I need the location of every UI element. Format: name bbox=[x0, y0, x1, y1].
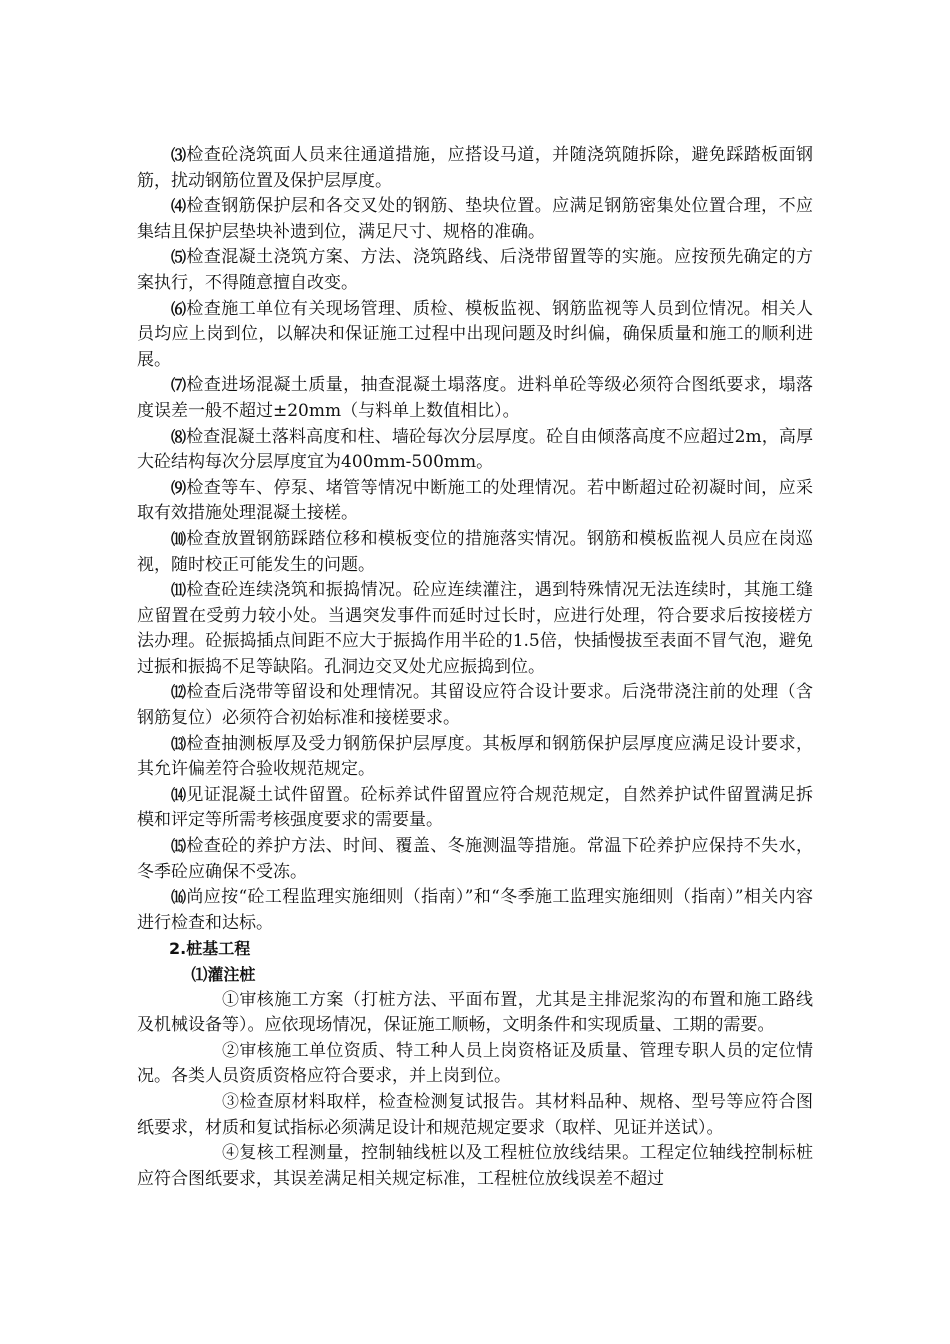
list-item bbox=[137, 476, 813, 527]
item-number: ⒀ bbox=[171, 734, 187, 753]
sub-item-number: ① bbox=[222, 989, 240, 1010]
list-item bbox=[137, 194, 813, 245]
item-number: ⑷ bbox=[171, 197, 187, 216]
list-item bbox=[137, 885, 813, 936]
list-item bbox=[137, 297, 813, 374]
item-text: 检查施工单位有关现场管理、质检、模板监视、钢筋监视等人员到位情况。相关人员均应上岗到位，以解决和保证施工过程中出现问题及时纠偏，确保质量和施工的顺利进展。 bbox=[137, 298, 813, 370]
sub-list-item bbox=[137, 1039, 813, 1090]
item-text: 尚应按“砼工程监理实施细则（指南）”和“冬季施工监理实施细则（指南）”相关内容进行检查和达标。 bbox=[137, 887, 813, 933]
sub-list-item bbox=[137, 988, 813, 1039]
item-text: 检查砼浇筑面人员来往通道措施，应搭设马道，并随浇筑随拆除，避免踩踏板面钢筋，扰动钢筋位置及保护层厚度。 bbox=[137, 145, 813, 191]
item-text: 检查砼的养护方法、时间、覆盖、冬施测温等措施。常温下砼养护应保持不失水，冬季砼应确保不受冻。 bbox=[137, 836, 813, 882]
list-item bbox=[137, 425, 813, 476]
item-text: 检查混凝土落料高度和柱、墙砼每次分层厚度。砼自由倾落高度不应超过2m，高厚大砼结构每次分层厚度宜为400mm-500mm。 bbox=[137, 426, 813, 473]
item-number: ⑶ bbox=[171, 146, 187, 164]
item-text: 见证混凝土试件留置。砼标养试件留置应符合规范规定，自然养护试件留置满足拆模和评定等所需考核强度要求的需要量。 bbox=[137, 784, 813, 831]
sub-item-text: 检查原材料取样，检查检测复试报告。其材料品种、规格、型号等应符合图纸要求，材质和复试指标必须满足设计和规范规定要求（取样、见证并送试）。 bbox=[137, 1091, 814, 1138]
sub-item-text: 审核施工方案（打桩方法、平面布置，尤其是主排泥浆沟的布置和施工路线及机械设备等）。应依现场情况，保证施工顺畅，文明条件和实现质量、工期的需要。 bbox=[137, 989, 814, 1036]
sub-list-item bbox=[137, 1141, 813, 1192]
list-item bbox=[137, 680, 813, 731]
item-number: ⒁ bbox=[171, 785, 187, 804]
sub-item-number: ② bbox=[222, 1040, 240, 1061]
sub-item-text: 审核施工单位资质、特工种人员上岗资格证及质量、管理专职人员的定位情况。各类人员资质资格应符合要求，并上岗到位。 bbox=[137, 1040, 814, 1087]
list-item bbox=[137, 578, 813, 680]
list-item bbox=[137, 783, 813, 834]
sub-list-item bbox=[137, 1090, 813, 1141]
sub-item-number: ④ bbox=[222, 1143, 240, 1164]
item-number: ⑺ bbox=[171, 376, 187, 395]
item-text: 检查钢筋保护层和各交叉处的钢筋、垫块位置。应满足钢筋密集处位置合理，不应集结且保护层垫块补遗到位，满足尺寸、规格的准确。 bbox=[137, 196, 813, 242]
item-text: 检查等车、停泵、堵管等情况中断施工的处理情况。若中断超过砼初凝时间，应采取有效措施处理混凝土接槎。 bbox=[137, 477, 813, 524]
item-number: ⑸ bbox=[171, 248, 187, 267]
document-page bbox=[137, 143, 813, 1192]
sub-item-text: 复核工程测量，控制轴线桩以及工程桩位放线结果。工程定位轴线控制标桩应符合图纸要求，其误差满足相关规定标准，工程桩位放线误差不超过 bbox=[137, 1143, 814, 1189]
item-number: ⑻ bbox=[171, 427, 187, 446]
list-item bbox=[137, 834, 813, 885]
item-text: 检查放置钢筋踩踏位移和模板变位的措施落实情况。钢筋和模板监视人员应在岗巡视，随时校正可能发生的问题。 bbox=[137, 528, 813, 575]
subsection-heading: ⑴灌注桩 bbox=[191, 965, 256, 984]
list-item bbox=[137, 373, 813, 424]
item-number: ⑽ bbox=[171, 529, 187, 548]
item-number: ⒃ bbox=[171, 888, 187, 907]
item-text: 检查进场混凝土质量，抽查混凝土塌落度。进料单砼等级必须符合图纸要求，塌落度误差一般不超过±20mm（与料单上数值相比）。 bbox=[137, 375, 813, 421]
item-number: ⑹ bbox=[171, 299, 187, 318]
item-text: 检查后浇带等留设和处理情况。其留设应符合设计要求。后浇带浇注前的处理（含钢筋复位）必须符合初始标准和接槎要求。 bbox=[137, 682, 813, 729]
item-number: ⑾ bbox=[171, 581, 187, 600]
list-item bbox=[137, 143, 813, 194]
item-text: 检查抽测板厚及受力钢筋保护层厚度。其板厚和钢筋保护层厚度应满足设计要求，其允许偏差符合验收规范规定。 bbox=[137, 733, 813, 780]
list-item bbox=[137, 245, 813, 296]
item-text: 检查混凝土浇筑方案、方法、浇筑路线、后浇带留置等的实施。应按预先确定的方案执行，不得随意擅自改变。 bbox=[137, 247, 813, 293]
item-number: ⒂ bbox=[171, 837, 187, 856]
item-text: 检查砼连续浇筑和振捣情况。砼应连续灌注，遇到特殊情况无法连续时，其施工缝应留置在受剪力较小处。当遇突发事件而延时过长时，应进行处理，符合要求后按接槎方法办理。砼振捣插点间距不应大于振捣作用半砼的1.5倍，快插慢拔至表面不冒气泡，避免过振和振捣不足等缺陷。孔洞边交叉处尤应振捣到位。 bbox=[137, 580, 813, 677]
list-item bbox=[137, 732, 813, 783]
item-number: ⑿ bbox=[171, 683, 187, 702]
section-heading: 2.桩基工程 bbox=[169, 939, 251, 959]
item-number: ⑼ bbox=[171, 478, 187, 497]
list-item bbox=[137, 527, 813, 578]
sub-item-number: ③ bbox=[222, 1091, 240, 1112]
